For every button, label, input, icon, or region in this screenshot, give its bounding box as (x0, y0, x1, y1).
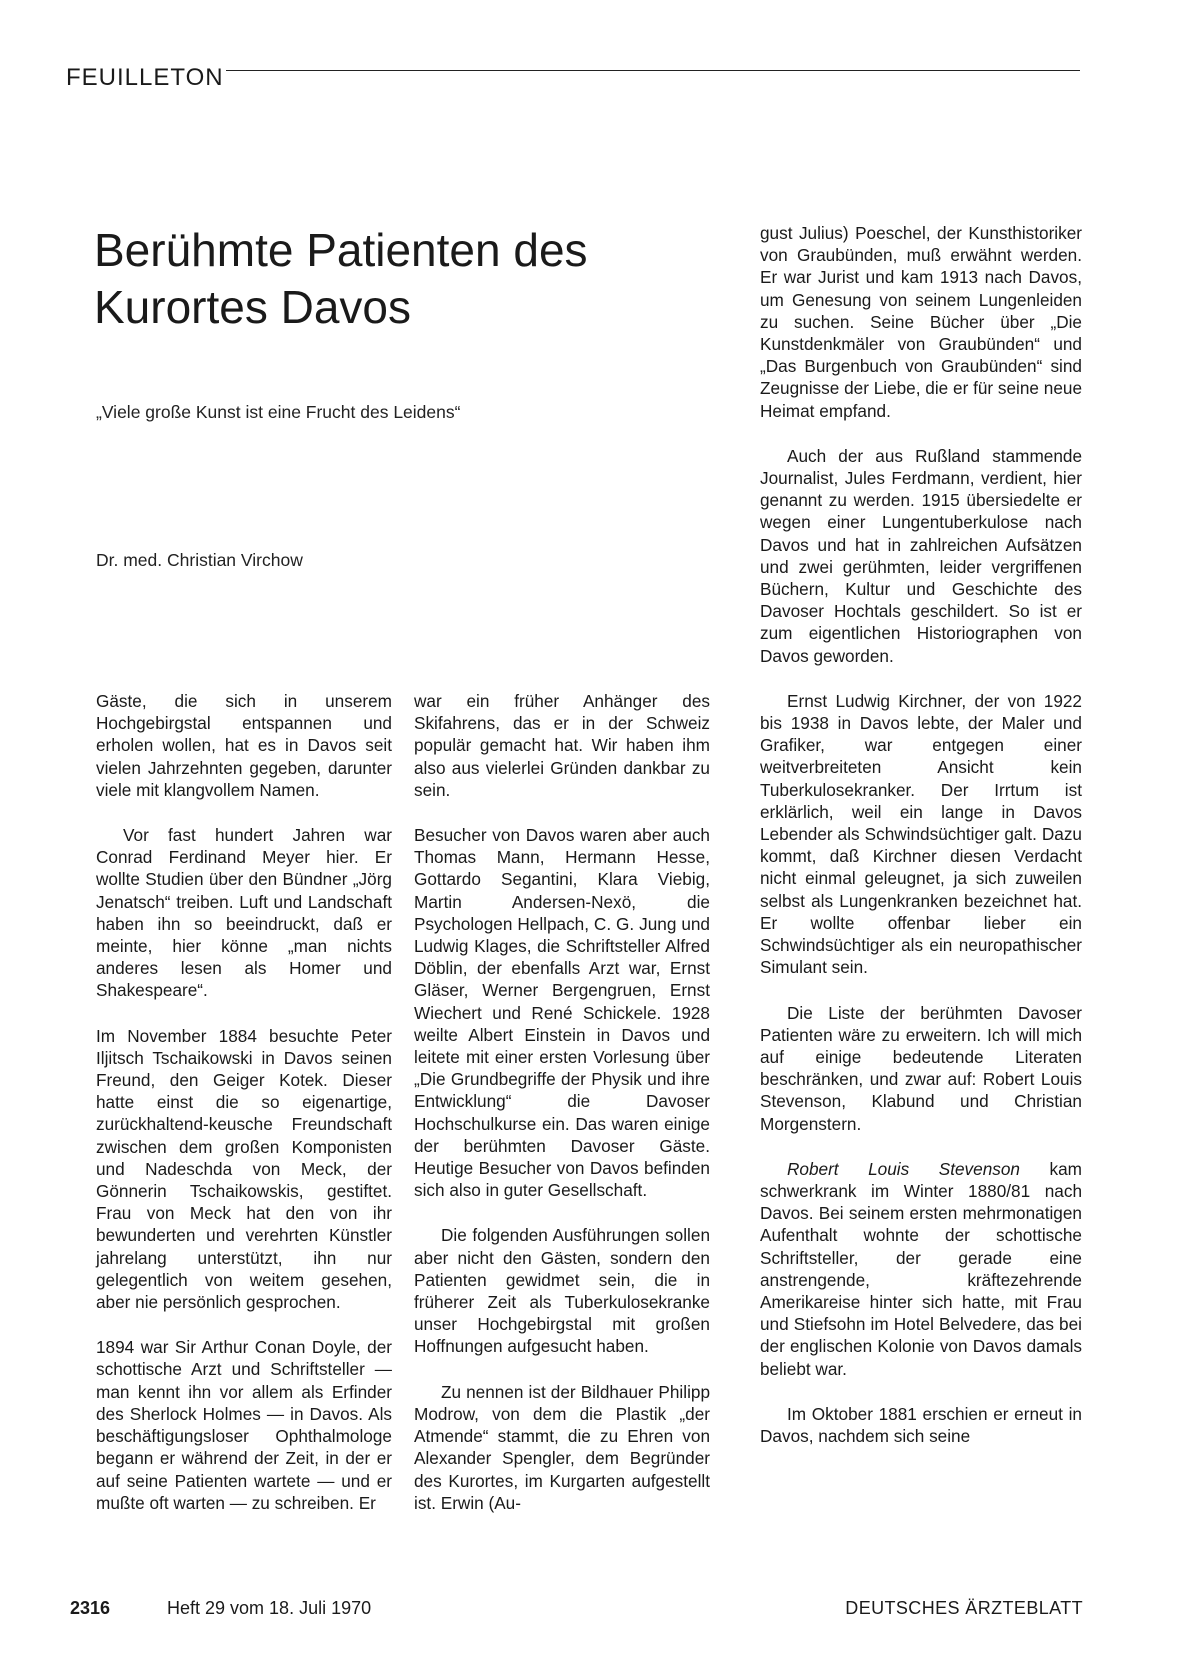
paragraph-text: kam schwerkrank im Winter 1880/81 nach Davos. Bei seinem ersten mehrmonatigen Aufenthalt wohnte der schottische Schriftsteller, der gerade eine anstrengende, kräftezehrende Amerikareise hinter sich hatte, mit Frau und Stiefsohn im Hotel Belvedere, das bei der englischen Kolonie von Davos damals beliebt war. (760, 1158, 1082, 1379)
page-number: 2316 (70, 1598, 111, 1618)
article-title: Berühmte Patienten des Kurortes Davos (94, 224, 588, 333)
journal-name: DEUTSCHES ÄRZTEBLATT (845, 1598, 1083, 1618)
paragraph: gust Julius) Poeschel, der Kunsthistoriker von Graubünden, muß erwähnt werden. Er war Jurist und kam 1913 nach Davos, um Genesung von seinem Lungenleiden zu suchen. Seine Bücher über „Die Kunstdenkmäler von Graubünden“ und „Das Burgenbuch von Graubünden“ sind Zeugnisse der Liebe, die er für seine neue Heimat empfand. (760, 223, 1082, 421)
text-column-1 (96, 690, 392, 1537)
paragraph: Im Oktober 1881 erschien er erneut in Davos, nachdem sich seine (760, 1403, 1082, 1446)
paragraph: 1894 war Sir Arthur Conan Doyle, der schottische Arzt und Schriftsteller — man kennt ihn vor allem als Erfinder des Sherlock Holmes — in Davos. Als beschäftigungsloser Ophthalmologe begann er während der Zeit, in der er auf seine Patienten wartete — und er mußte oft warten — zu schreiben. Er (96, 1337, 392, 1513)
section-label: FEUILLETON (66, 64, 224, 91)
paragraph: war ein früher Anhänger des Skifahrens, das er in der Schweiz populär gemacht hat. Wir haben ihm also aus vielerlei Gründen dankbar zu sein. (414, 691, 710, 800)
paragraph (760, 1158, 1082, 1380)
paragraph: Besucher von Davos waren aber auch Thomas Mann, Hermann Hesse, Gottardo Segantini, Klara Viebig, Martin Andersen-Nexö, die Psychologen Hellpach, C. G. Jung und Ludwig Klages, die Schriftsteller Alfred Döblin, der ebenfalls Arzt war, Ernst Gläser, Werner Bergengruen, Ernst Wiechert und René Schickele. 1928 weilte Albert Einstein in Davos und leitete mit einer ersten Vorlesung über „Die Grundbegriffe der Physik und ihre Entwicklung“ die Davoser Hochschulkurse ein. Das waren einige der berühmten Davoser Gäste. Heutige Besucher von Davos befinden sich also in guter Gesellschaft. (414, 825, 710, 1201)
paragraph: Die folgenden Ausführungen sollen aber nicht den Gästen, sondern den Patienten gewidmet sein, die in früherer Zeit als Tuberkulosekranke unser Hochgebirgstal mit großen Hoffnungen aufgesucht haben. (414, 1225, 710, 1357)
text-column-2 (414, 690, 710, 1537)
article-subtitle: „Viele große Kunst ist eine Frucht des Leidens“ (96, 402, 461, 422)
paragraph: Ernst Ludwig Kirchner, der von 1922 bis 1938 in Davos lebte, der Maler und Grafiker, war entgegen einer weitverbreiteten Ansicht kein Tuberkulosekranker. Der Irrtum ist erklärlich, weil ein lange in Davos Lebender als Schwindsüchtiger galt. Dazu kommt, daß Kirchner diesen Verdacht nicht einmal geleugnet, ja sich zuweilen selbst als Lungenkranken bezeichnet hat. Er wollte offenbar lieber ein Schwindsüchtiger als ein neuropathischer Simulant sein. (760, 690, 1082, 978)
header-rule (226, 70, 1080, 71)
text-column-3 (760, 222, 1082, 1470)
paragraph: Die Liste der berühmten Davoser Patienten wäre zu erweitern. Ich will mich auf einige bedeutende Literaten beschränken, und zwar auf: Robert Louis Stevenson, Klabund und Christian Morgenstern. (760, 1002, 1082, 1134)
paragraph: Vor fast hundert Jahren war Conrad Ferdinand Meyer hier. Er wollte Studien über den Bündner „Jörg Jenatsch“ treiben. Luft und Landschaft haben ihn so beeindruckt, daß er meinte, hier könne „man nichts anderes lesen als Homer und Shakespeare“. (96, 825, 392, 1001)
paragraph: Auch der aus Rußland stammende Journalist, Jules Ferdmann, verdient, hier genannt zu werden. 1915 übersiedelte er wegen einer Lungentuberkulose nach Davos und hat in zahlreichen Aufsätzen und zwei gerühmten, leider vergriffenen Büchern, Kultur und Geschichte des Davoser Hochtals geschildert. So ist er zum eigentlichen Historiographen von Davos geworden. (760, 445, 1082, 666)
stevenson-name: Robert Louis Stevenson (787, 1158, 1020, 1179)
paragraph: Im November 1884 besuchte Peter Iljitsch Tschaikowski in Davos seinen Freund, den Geiger Kotek. Dieser hatte einst die so eigenartige, zurückhaltend-keusche Freundschaft zwischen dem großen Komponisten und Nadeschda von Meck, der Gönnerin Tschaikowskis, gestiftet. Frau von Meck hat den von ihr bewunderten und verehrten Künstler jahrelang unterstützt, ihn nur gelegentlich von weitem gesehen, aber nie persönlich gesprochen. (96, 1025, 392, 1313)
article-author: Dr. med. Christian Virchow (96, 550, 303, 570)
paragraph: Gäste, die sich in unserem Hochgebirgstal entspannen und erholen wollen, hat es in Davos seit vielen Jahrzehnten gegeben, darunter viele mit klangvollem Namen. (96, 691, 392, 800)
paragraph: Zu nennen ist der Bildhauer Philipp Modrow, von dem die Plastik „der Atmende“ stammt, die zu Ehren von Alexander Spengler, dem Begründer des Kurortes, im Kurgarten aufgestellt ist. Erwin (Au- (414, 1381, 710, 1513)
issue-info: Heft 29 vom 18. Juli 1970 (167, 1598, 372, 1618)
